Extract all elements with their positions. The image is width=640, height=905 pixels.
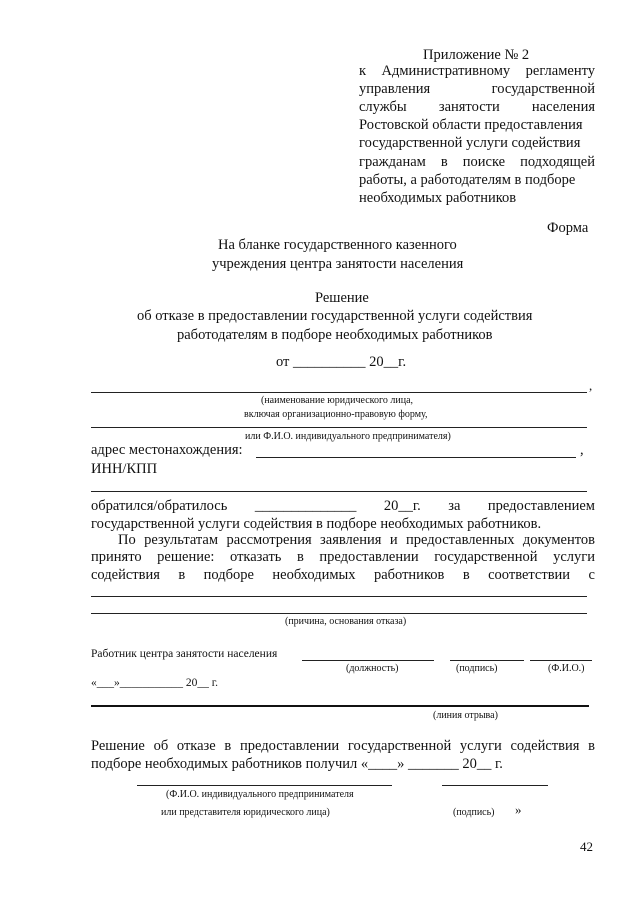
result-line-2	[91, 549, 595, 566]
decision-date	[276, 354, 406, 371]
reason-caption: (причина, основания отказа)	[285, 616, 407, 627]
word: услуги	[459, 738, 502, 754]
date-year: 20__г.	[369, 354, 407, 370]
word: к	[359, 63, 367, 79]
appendix-line	[359, 117, 583, 134]
appendix-line	[359, 81, 595, 98]
word: результатам	[144, 532, 219, 548]
word: в	[224, 738, 232, 754]
word: Решение	[91, 738, 145, 754]
received-day[interactable]: ____	[368, 756, 398, 772]
word: и	[389, 532, 398, 548]
worker-fio-line[interactable]	[530, 660, 592, 661]
worker-date-close-quote: »	[114, 677, 120, 689]
word: рассмотрения	[226, 532, 312, 548]
word: в	[440, 153, 448, 170]
word: в	[462, 567, 470, 583]
employer-form-line[interactable]	[91, 427, 587, 428]
worker-signature-line[interactable]	[450, 660, 524, 661]
word: содействия	[510, 738, 580, 754]
blank-line-1: На бланке государственного казенного	[218, 237, 457, 253]
word: услуги	[553, 549, 595, 565]
employer-caption-3: или Ф.И.О. индивидуального предпринимателя)	[245, 431, 451, 442]
word: содействия	[91, 567, 160, 583]
word: решение:	[157, 549, 215, 565]
received-signature-caption: (подпись)	[453, 807, 495, 818]
employer-caption-2: включая организационно-правовую форму,	[244, 409, 428, 420]
tear-line	[91, 705, 589, 707]
word: Ростовской области предоставления	[359, 117, 583, 134]
date-prefix: от	[276, 354, 290, 370]
word: ______________	[254, 498, 357, 514]
appendix-title: Приложение № 2	[423, 47, 530, 63]
word: принято	[91, 549, 142, 565]
word: необходимых работников	[359, 189, 517, 206]
page-number: 42	[580, 839, 593, 854]
word: подборе	[203, 567, 254, 583]
word: государственной	[491, 81, 595, 98]
employer-name-line[interactable]	[91, 392, 587, 393]
word: населения	[531, 99, 595, 116]
worker-date-open-quote: «	[91, 677, 97, 689]
worker-label: Работник центра занятости населения	[91, 648, 278, 660]
employer-comma: ,	[589, 378, 593, 393]
word: управления	[359, 81, 431, 98]
word: предоставлением	[487, 498, 595, 514]
employer-caption-1: (наименование юридического лица,	[261, 395, 414, 406]
tear-line-caption: (линия отрыва)	[433, 710, 498, 721]
received-prefix: подборе необходимых работников получил «	[91, 756, 369, 772]
inn-line[interactable]	[91, 491, 587, 492]
decision-subtitle-2: работодателям в подборе необходимых работников	[177, 327, 493, 343]
received-line-1	[91, 738, 595, 755]
word: об	[153, 738, 169, 754]
word: работников	[373, 567, 445, 583]
received-fio-caption-2: или представителя юридического лица)	[161, 807, 330, 818]
worker-fio-caption: (Ф.И.О.)	[548, 663, 585, 674]
result-line-3	[91, 567, 595, 584]
worker-date-month[interactable]: ___________	[119, 677, 183, 689]
word: По	[118, 532, 136, 548]
worker-position-caption: (должность)	[346, 663, 399, 674]
word: заявления	[320, 532, 382, 548]
received-date-rest: » _______ 20__ г.	[397, 756, 503, 772]
word: необходимых	[272, 567, 356, 583]
appendix-line	[359, 135, 580, 152]
received-closing-quote: »	[515, 802, 522, 817]
received-signature-line[interactable]	[442, 785, 548, 786]
appendix-line	[359, 63, 595, 80]
word: с	[588, 567, 595, 583]
worker-signature-caption: (подпись)	[456, 663, 498, 674]
address-line[interactable]	[256, 457, 576, 458]
word: государственной	[434, 549, 538, 565]
word: в	[296, 549, 304, 565]
word: документов	[522, 532, 595, 548]
worker-date-year: 20__ г.	[185, 677, 219, 689]
word: отказе	[176, 738, 216, 754]
word: обратился/обратилось	[91, 498, 228, 514]
appendix-line	[359, 172, 575, 189]
word: предоставлении	[319, 549, 419, 565]
appendix-line	[359, 190, 516, 207]
worker-position-line[interactable]	[302, 660, 434, 661]
received-fio-line[interactable]	[137, 785, 392, 786]
applied-line-2: государственной услуги содействия в подборе необходимых работников.	[91, 516, 542, 532]
word: гражданам	[359, 153, 426, 170]
date-blank: __________	[293, 354, 366, 370]
word: Административному	[381, 63, 511, 79]
word: государственной	[347, 738, 452, 754]
word: работы, а работодателям в подборе	[359, 171, 576, 188]
inn-label: ИНН/КПП	[91, 461, 158, 477]
word: в	[588, 738, 595, 754]
result-line-1	[118, 532, 595, 549]
word: отказать	[230, 549, 282, 565]
form-label: Форма	[547, 220, 589, 236]
address-label: адрес местонахождения:	[91, 442, 243, 458]
appendix-line	[359, 154, 595, 171]
decision-subtitle-1: об отказе в предоставлении государственной услуги содействия	[137, 308, 533, 324]
word: 20__г.	[383, 498, 421, 514]
word: соответствии	[488, 567, 571, 583]
word: в	[178, 567, 186, 583]
address-comma: ,	[580, 442, 584, 458]
word: службы	[359, 99, 407, 116]
reason-line-1[interactable]	[91, 596, 587, 597]
worker-date-day[interactable]: ___	[96, 677, 114, 689]
word: поиске	[462, 153, 506, 170]
reason-line-2[interactable]	[91, 613, 587, 614]
word: предоставлении	[239, 738, 340, 754]
word: государственной услуги содействия	[359, 135, 581, 152]
received-fio-caption-1: (Ф.И.О. индивидуального предпринимателя	[166, 789, 354, 800]
word: подходящей	[520, 153, 595, 170]
applied-line	[91, 498, 595, 515]
word: занятости	[438, 99, 500, 116]
word: за	[448, 498, 461, 514]
decision-title: Решение	[315, 290, 369, 306]
word: регламенту	[525, 63, 595, 79]
blank-line-2: учреждения центра занятости населения	[212, 256, 464, 272]
appendix-line	[359, 99, 595, 116]
received-line-2	[91, 756, 503, 773]
word: предоставленных	[405, 532, 515, 548]
worker-date	[91, 677, 218, 689]
